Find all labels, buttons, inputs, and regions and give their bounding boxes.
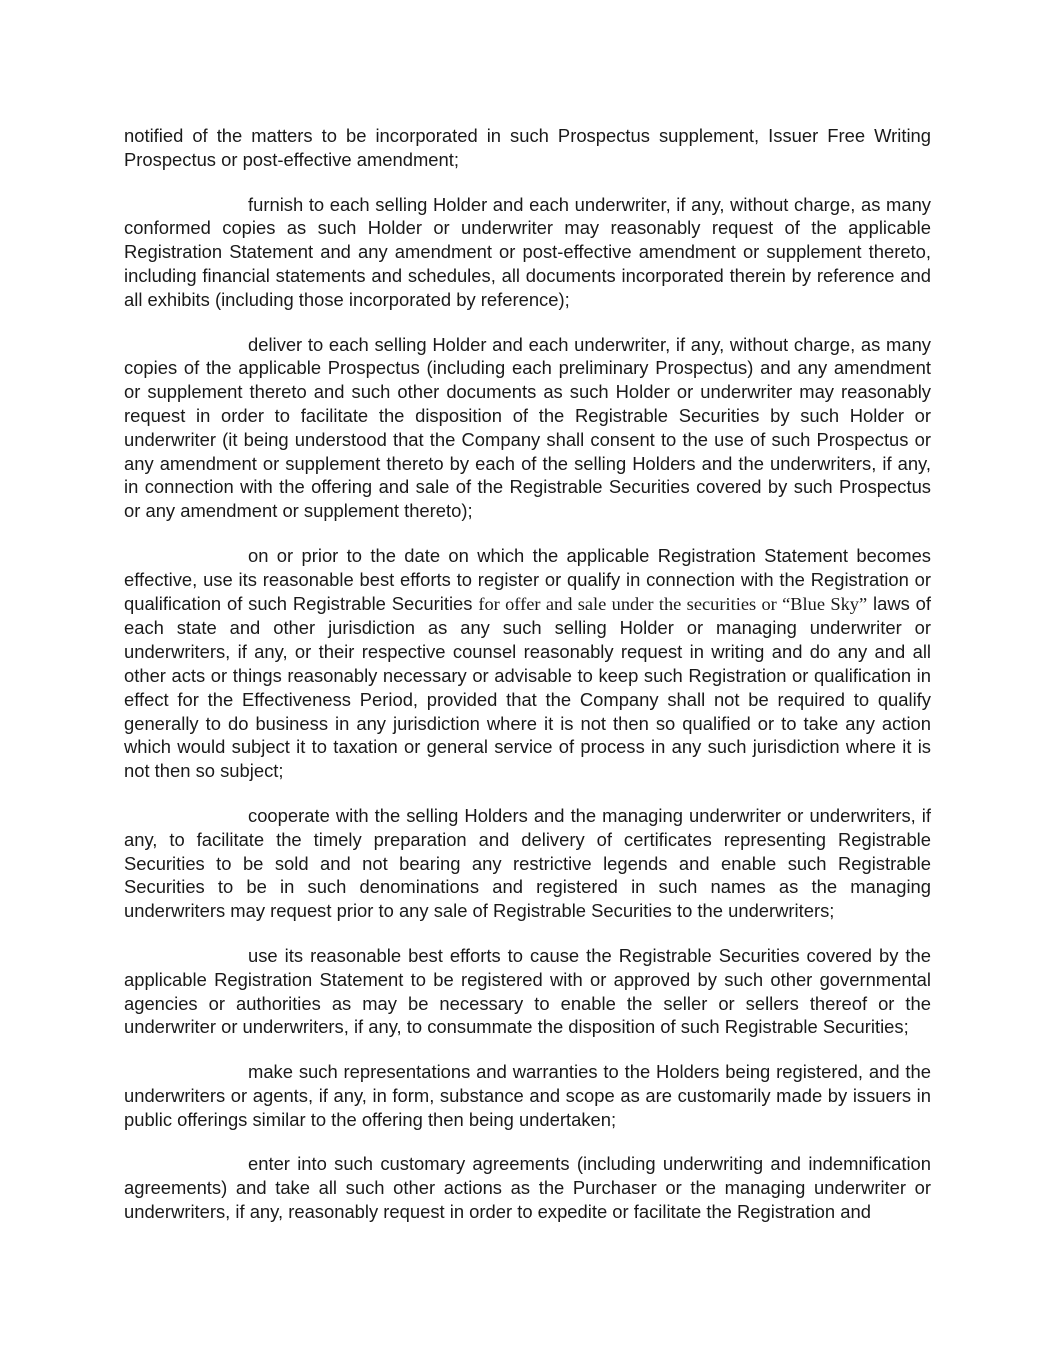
paragraph-cooperate-certificates: cooperate with the selling Holders and the managing underwriter or underwriters, if any, to facilitate the timely preparation and delivery of certificates representing Registrable Securities to be sold and not bearing any restrictive legends and enable such Registrable Securities to be in such denominations and registered in such names as the managing underwriters may request prior to any sale of Registrable Securities to the underwriters;	[124, 804, 931, 922]
paragraph-continuation: notified of the matters to be incorporated in such Prospectus supplement, Issuer Free Writing Prospectus or post-effective amendment;	[124, 125, 931, 170]
paragraph-customary-agreements: enter into such customary agreements (including underwriting and indemnification agreements) and take all such other actions as the Purchaser or the managing underwriter or underwriters, if any, reasonably request in order to expedite or facilitate the Registration and	[124, 1153, 931, 1223]
paragraph-deliver-prospectus: deliver to each selling Holder and each underwriter, if any, without charge, as many copies of the applicable Prospectus (including each preliminary Prospectus) and any amendment or supplement thereto and such other documents as such Holder or underwriter may reasonably request in order to facilitate the disposition of the Registrable Securities by such Holder or underwriter (it being understood that the Company shall consent to the use of such Prospectus or any amendment or supplement thereto by each of the selling Holders and the underwriters, if any, in connection with the offering and sale of the Registrable Securities covered by such Prospectus or any amendment or supplement thereto);	[124, 333, 931, 522]
paragraph-blue-sky-qualification	[124, 544, 931, 783]
paragraph-furnish-copies: furnish to each selling Holder and each underwriter, if any, without charge, as many conformed copies as such Holder or underwriter may reasonably request of the applicable Registration Statement and any amendment or post-effective amendment or supplement thereto, including financial statements and schedules, all documents incorporated therein by reference and all exhibits (including those incorporated by reference);	[124, 193, 931, 310]
paragraph-representations-warranties: make such representations and warranties to the Holders being registered, and the underwriters or agents, if any, in form, substance and scope as are customarily made by issuers in public offerings similar to the offering then being undertaken;	[124, 1061, 931, 1130]
paragraph-blue-sky-part-b: for offer and sale under the securities or “Blue Sky”	[478, 593, 868, 614]
paragraph-blue-sky-part-c: laws of each state and other jurisdiction as any such selling Holder or managing underwriter or underwriters, if any, or their respective counsel reasonably request in writing and do any and all other acts or things reasonably necessary or advisable to keep such Registration or qualification in effect for the Effectiveness Period, provided that the Company shall not be required to qualify generally to do business in any jurisdiction where it is not then so qualified or to take any action which would subject it to taxation or general service of process in any such jurisdiction where it is not then so subject;	[124, 592, 931, 782]
paragraph-blue-sky-part-a: on or prior to the date on which the applicable Registration Statement becomes effective, use its reasonable best efforts to register or qualify in connection with the Registration or qualification of such Registrable Securities	[124, 544, 931, 614]
document-page	[124, 124, 931, 1245]
paragraph-governmental-approval: use its reasonable best efforts to cause the Registrable Securities covered by the applicable Registration Statement to be registered with or approved by such other governmental agencies or authorities as may be necessary to enable the seller or sellers thereof or the underwriter or underwriters, if any, to consummate the disposition of such Registrable Securities;	[124, 944, 931, 1038]
